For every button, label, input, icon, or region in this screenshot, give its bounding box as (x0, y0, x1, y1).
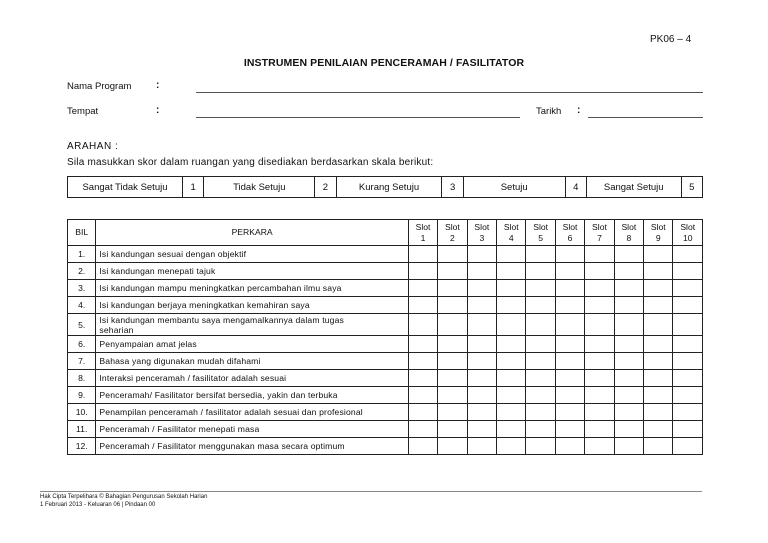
column-header-slot (526, 220, 555, 246)
score-cell[interactable] (408, 314, 437, 336)
venue-colon: : (156, 105, 160, 116)
column-header-slot (585, 220, 614, 246)
row-item-text: Isi kandungan mampu meningkatkan percambahan ilmu saya (96, 280, 408, 297)
score-cell[interactable] (585, 404, 614, 421)
score-cell[interactable] (644, 280, 673, 297)
row-number: 9. (68, 387, 96, 404)
score-cell[interactable] (408, 263, 437, 280)
column-header-slot (438, 220, 467, 246)
score-cell[interactable] (644, 370, 673, 387)
score-cell[interactable] (408, 370, 437, 387)
score-cell[interactable] (526, 404, 555, 421)
score-cell[interactable] (438, 387, 467, 404)
row-number: 10. (68, 404, 96, 421)
score-cell[interactable] (467, 370, 496, 387)
score-cell[interactable] (467, 297, 496, 314)
score-cell[interactable] (585, 336, 614, 353)
slot-label: Slot (474, 221, 490, 232)
score-cell[interactable] (673, 297, 703, 314)
score-cell[interactable] (555, 263, 584, 280)
row-number: 3. (68, 280, 96, 297)
score-cell[interactable] (644, 404, 673, 421)
score-cell[interactable] (526, 387, 555, 404)
date-field[interactable] (588, 117, 703, 118)
score-cell[interactable] (614, 336, 643, 353)
footer-version: 1 Februari 2013 - Keluaran 06 | Pindaan 00 (40, 502, 156, 508)
score-cell[interactable] (555, 421, 584, 438)
score-cell[interactable] (673, 353, 703, 370)
score-cell[interactable] (614, 353, 643, 370)
scale-score: 2 (315, 177, 336, 198)
slot-number: 5 (538, 232, 544, 243)
column-header-slot (644, 220, 673, 246)
score-cell[interactable] (497, 263, 526, 280)
row-number: 2. (68, 263, 96, 280)
slot-label: Slot (592, 221, 607, 232)
row-number: 1. (68, 246, 96, 263)
score-cell[interactable] (467, 314, 496, 336)
score-cell[interactable] (585, 280, 614, 297)
score-cell[interactable] (497, 314, 526, 336)
score-cell[interactable] (467, 438, 496, 455)
score-cell[interactable] (673, 404, 703, 421)
score-cell[interactable] (614, 314, 643, 336)
score-cell[interactable] (555, 438, 584, 455)
program-name-colon: : (156, 80, 160, 91)
score-cell[interactable] (526, 280, 555, 297)
scale-score: 4 (565, 177, 586, 198)
score-cell[interactable] (497, 246, 526, 263)
score-cell[interactable] (673, 336, 703, 353)
score-cell[interactable] (614, 370, 643, 387)
score-cell[interactable] (497, 336, 526, 353)
row-item-text: Penampilan penceramah / fasilitator adalah sesuai dan profesional (96, 404, 408, 421)
table-row (68, 263, 703, 280)
row-number: 11. (68, 421, 96, 438)
score-cell[interactable] (555, 280, 584, 297)
row-item-text: Penceramah/ Fasilitator bersifat bersedia, yakin dan terbuka (96, 387, 408, 404)
venue-field[interactable] (196, 117, 520, 118)
row-number: 8. (68, 370, 96, 387)
score-cell[interactable] (673, 387, 703, 404)
table-row (68, 297, 703, 314)
row-number: 5. (68, 314, 96, 336)
slot-number: 8 (626, 232, 632, 243)
score-cell[interactable] (497, 387, 526, 404)
score-cell[interactable] (467, 421, 496, 438)
instructions-heading: ARAHAN : (67, 141, 119, 152)
score-cell[interactable] (614, 297, 643, 314)
score-cell[interactable] (644, 246, 673, 263)
score-cell[interactable] (438, 246, 467, 263)
column-header-perkara: PERKARA (96, 220, 408, 246)
scale-label: Kurang Setuju (336, 177, 442, 198)
score-cell[interactable] (673, 280, 703, 297)
row-number: 4. (68, 297, 96, 314)
score-cell[interactable] (408, 404, 437, 421)
slot-number: 2 (450, 232, 455, 243)
score-cell[interactable] (526, 297, 555, 314)
score-cell[interactable] (526, 263, 555, 280)
score-cell[interactable] (438, 263, 467, 280)
row-number: 12. (68, 438, 96, 455)
score-cell[interactable] (555, 370, 584, 387)
score-cell[interactable] (438, 297, 467, 314)
score-cell[interactable] (644, 438, 673, 455)
score-cell[interactable] (614, 263, 643, 280)
table-row (68, 336, 703, 353)
venue-label: Tempat (67, 106, 99, 117)
slot-number: 1 (420, 232, 426, 243)
score-cell[interactable] (614, 421, 643, 438)
slot-number: 9 (655, 232, 661, 243)
row-item-text: Isi kandungan berjaya meningkatkan kemahiran saya (96, 297, 408, 314)
score-cell[interactable] (438, 353, 467, 370)
scale-label: Sangat Setuju (586, 177, 681, 198)
score-cell[interactable] (438, 421, 467, 438)
slot-label: Slot (415, 221, 431, 232)
score-cell[interactable] (614, 387, 643, 404)
score-cell[interactable] (673, 263, 703, 280)
slot-label: Slot (621, 221, 637, 232)
table-row (68, 246, 703, 263)
scale-label: Tidak Setuju (204, 177, 315, 198)
score-cell[interactable] (438, 336, 467, 353)
column-header-slot (467, 220, 496, 246)
score-cell[interactable] (497, 370, 526, 387)
score-cell[interactable] (526, 353, 555, 370)
row-item-text: Isi kandungan sesuai dengan objektif (96, 246, 408, 263)
score-cell[interactable] (614, 404, 643, 421)
score-cell[interactable] (408, 246, 437, 263)
slot-number: 4 (508, 232, 514, 243)
score-cell[interactable] (555, 387, 584, 404)
table-row (68, 404, 703, 421)
score-cell[interactable] (585, 438, 614, 455)
row-number: 6. (68, 336, 96, 353)
score-cell[interactable] (467, 353, 496, 370)
scale-score: 3 (442, 177, 463, 198)
score-cell[interactable] (585, 370, 614, 387)
score-cell[interactable] (497, 353, 526, 370)
score-cell[interactable] (673, 421, 703, 438)
score-cell[interactable] (555, 297, 584, 314)
score-cell[interactable] (555, 353, 584, 370)
score-cell[interactable] (467, 246, 496, 263)
row-item-text: Bahasa yang digunakan mudah difahami (96, 353, 408, 370)
program-name-label: Nama Program (67, 81, 132, 92)
score-cell[interactable] (644, 421, 673, 438)
score-cell[interactable] (673, 314, 703, 336)
score-cell[interactable] (408, 336, 437, 353)
instructions-text: Sila masukkan skor dalam ruangan yang disediakan berdasarkan skala berikut: (67, 157, 434, 168)
score-cell[interactable] (526, 438, 555, 455)
score-cell[interactable] (526, 421, 555, 438)
document-code: PK06 – 4 (650, 34, 692, 45)
score-cell[interactable] (585, 297, 614, 314)
score-cell[interactable] (438, 438, 467, 455)
score-cell[interactable] (585, 387, 614, 404)
date-label: Tarikh (536, 106, 562, 117)
score-cell[interactable] (644, 263, 673, 280)
footer-divider (40, 491, 702, 492)
table-row (68, 387, 703, 404)
slot-label: Slot (503, 221, 519, 232)
score-cell[interactable] (555, 336, 584, 353)
score-cell[interactable] (644, 336, 673, 353)
score-cell[interactable] (555, 314, 584, 336)
score-cell[interactable] (555, 404, 584, 421)
score-cell[interactable] (497, 404, 526, 421)
score-cell[interactable] (408, 297, 437, 314)
score-cell[interactable] (497, 438, 526, 455)
score-cell[interactable] (526, 314, 555, 336)
score-cell[interactable] (408, 280, 437, 297)
score-cell[interactable] (673, 370, 703, 387)
row-item-text: Interaksi penceramah / fasilitator adalah sesuai (96, 370, 408, 387)
program-name-field[interactable] (196, 92, 703, 93)
slot-label: Slot (533, 221, 549, 232)
row-item-text: Isi kandungan membantu saya mengamalkannya dalam tugas seharian (96, 314, 408, 336)
score-cell[interactable] (644, 353, 673, 370)
score-cell[interactable] (585, 421, 614, 438)
row-item-text: Penceramah / Fasilitator menepati masa (96, 421, 408, 438)
scale-label: Setuju (463, 177, 565, 198)
score-cell[interactable] (555, 246, 584, 263)
page-title: INSTRUMEN PENILAIAN PENCERAMAH / FASILITATOR (243, 57, 525, 69)
score-cell[interactable] (438, 314, 467, 336)
date-colon: : (577, 105, 581, 116)
score-cell[interactable] (467, 280, 496, 297)
score-cell[interactable] (408, 387, 437, 404)
score-cell[interactable] (614, 246, 643, 263)
slot-number: 7 (597, 232, 602, 243)
slot-label: Slot (680, 221, 696, 232)
column-header-slot (614, 220, 643, 246)
row-item-text: Penceramah / Fasilitator menggunakan masa secara optimum (96, 438, 408, 455)
score-cell[interactable] (585, 353, 614, 370)
table-row (68, 314, 703, 336)
score-cell[interactable] (467, 387, 496, 404)
score-cell[interactable] (673, 438, 703, 455)
column-header-slot (673, 220, 703, 246)
slot-number: 3 (479, 232, 485, 243)
column-header-bil: BIL (68, 220, 96, 246)
row-number: 7. (68, 353, 96, 370)
slot-number: 10 (682, 232, 693, 243)
slot-label: Slot (562, 221, 578, 232)
score-cell[interactable] (408, 421, 437, 438)
evaluation-table (67, 219, 703, 455)
table-header-row (68, 220, 703, 246)
score-cell[interactable] (497, 421, 526, 438)
slot-label: Slot (445, 221, 460, 232)
column-header-slot (408, 220, 437, 246)
score-cell[interactable] (526, 336, 555, 353)
slot-label: Slot (650, 221, 666, 232)
score-cell[interactable] (497, 280, 526, 297)
score-cell[interactable] (467, 404, 496, 421)
score-cell[interactable] (614, 280, 643, 297)
rating-scale-table (67, 176, 703, 198)
score-cell[interactable] (497, 297, 526, 314)
table-row (68, 280, 703, 297)
score-cell[interactable] (438, 370, 467, 387)
row-item-text: Penyampaian amat jelas (96, 336, 408, 353)
scale-score: 1 (182, 177, 203, 198)
score-cell[interactable] (644, 314, 673, 336)
score-cell[interactable] (585, 314, 614, 336)
scale-label: Sangat Tidak Setuju (68, 177, 183, 198)
footer-copyright: Hak Cipta Terpelihara © Bahagian Pengurusan Sekolah Harian (40, 494, 208, 500)
score-cell[interactable] (526, 370, 555, 387)
score-cell[interactable] (585, 263, 614, 280)
score-cell[interactable] (467, 336, 496, 353)
score-cell[interactable] (644, 297, 673, 314)
table-row (68, 438, 703, 455)
table-row (68, 421, 703, 438)
score-cell[interactable] (526, 246, 555, 263)
column-header-slot (497, 220, 526, 246)
slot-number: 6 (567, 232, 573, 243)
score-cell[interactable] (673, 246, 703, 263)
score-cell[interactable] (644, 387, 673, 404)
table-row (68, 370, 703, 387)
score-cell[interactable] (438, 404, 467, 421)
table-row (68, 353, 703, 370)
scale-score: 5 (681, 177, 702, 198)
row-item-text: Isi kandungan menepati tajuk (96, 263, 408, 280)
score-cell[interactable] (585, 246, 614, 263)
score-cell[interactable] (614, 438, 643, 455)
score-cell[interactable] (408, 438, 437, 455)
score-cell[interactable] (467, 263, 496, 280)
score-cell[interactable] (408, 353, 437, 370)
score-cell[interactable] (438, 280, 467, 297)
rating-scale-row (68, 177, 703, 198)
column-header-slot (555, 220, 584, 246)
